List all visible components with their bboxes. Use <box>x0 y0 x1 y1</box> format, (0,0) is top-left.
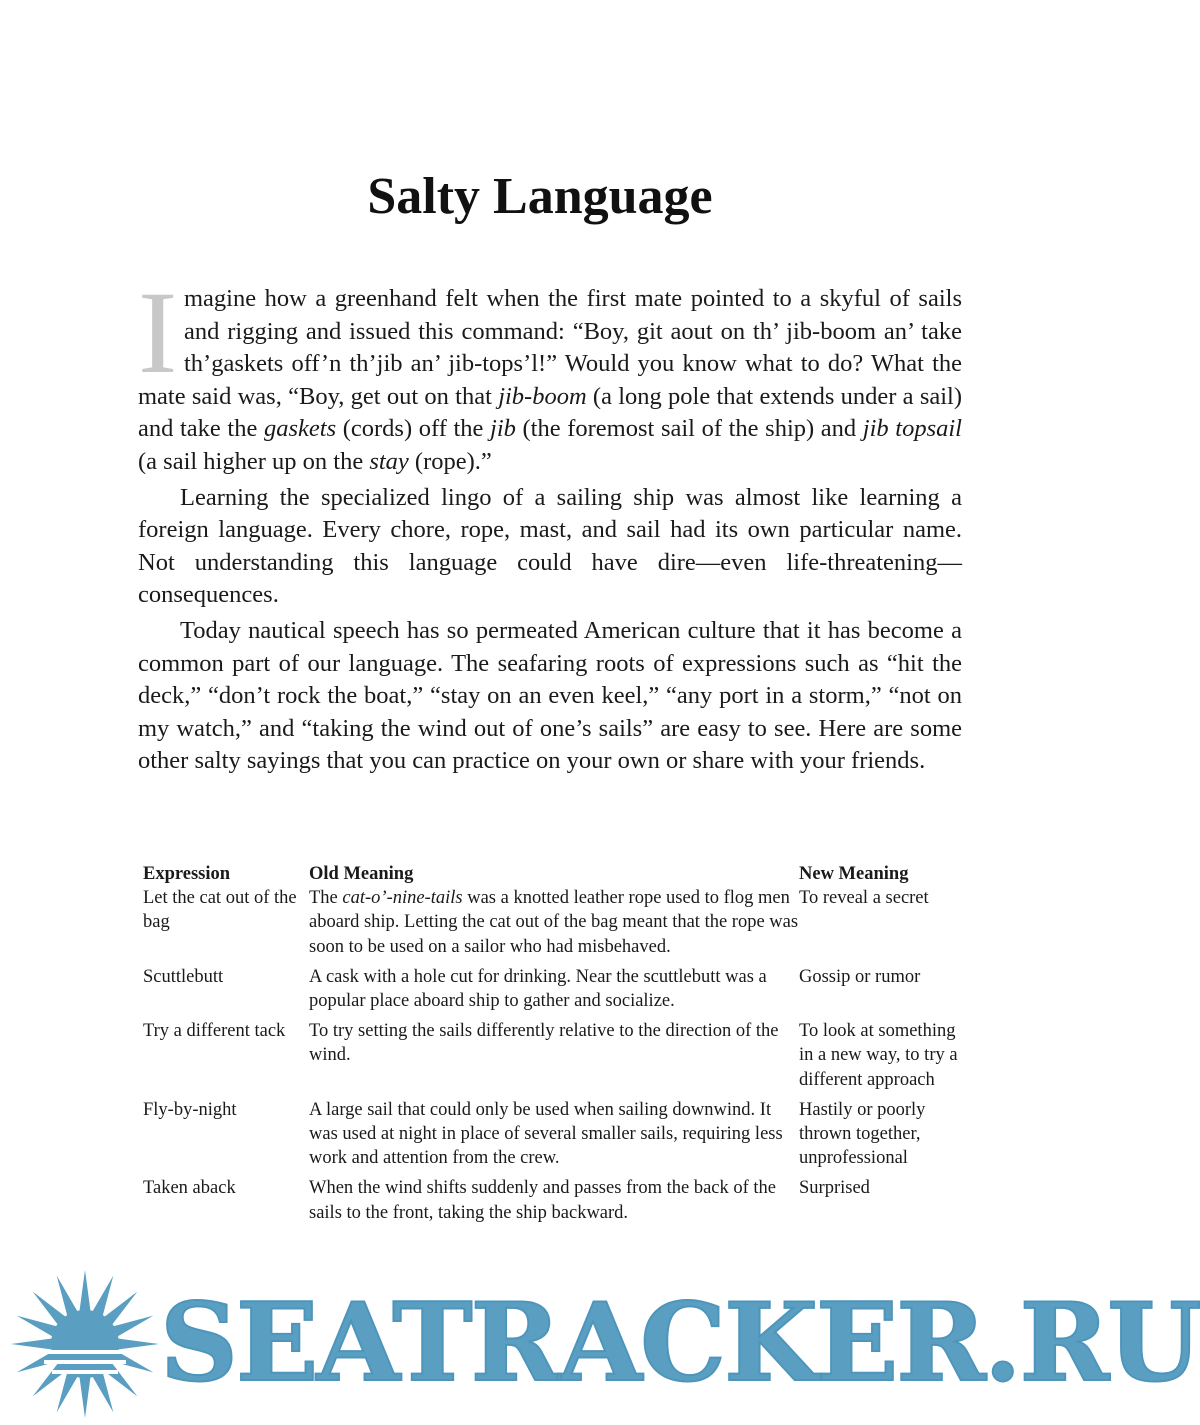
table-header-row <box>143 862 973 886</box>
old-meaning-cell: A cask with a hole cut for drinking. Near the scuttlebutt was a popular place aboard ship to gather and socialize. <box>309 966 767 1012</box>
sayings-table <box>143 862 973 1231</box>
table-row <box>143 886 973 965</box>
table-row <box>143 1019 973 1098</box>
term-jib-boom: jib-boom <box>498 382 587 410</box>
expression-cell: Fly-by-night <box>143 1099 237 1120</box>
old-meaning-cell: When the wind shifts suddenly and passes from the back of the sails to the front, taking the ship backward. <box>309 1178 777 1223</box>
sayings-table-block <box>143 862 973 1231</box>
old-meaning-cell: A large sail that could only be used when sailing downwind. It was used at night in place of several smaller sails, requiring less work and attention from the crew. <box>309 1099 783 1169</box>
expression-cell: Try a different tack <box>143 1021 286 1042</box>
paragraph-1-text: (a sail higher up on the <box>138 447 370 475</box>
new-meaning-cell: Hastily or poorly thrown together, unprofessional <box>799 1099 926 1169</box>
header-old-meaning: Old Meaning <box>309 864 414 884</box>
paragraph-1-text: (rope).” <box>408 447 492 475</box>
expression-cell: Let the cat out of the bag <box>143 888 297 933</box>
old-meaning-text: The <box>309 888 343 909</box>
old-meaning-text: was a knotted leather rope used to flog men aboard ship. Letting the cat out of the bag meant that the rope was soon to be used on a sailor who had misbehaved. <box>309 888 799 957</box>
term-jib-topsail: jib topsail <box>862 415 962 443</box>
new-meaning-cell: To reveal a secret <box>799 888 929 909</box>
term-gaskets: gaskets <box>263 415 337 443</box>
page-title: Salty Language <box>367 168 713 225</box>
paragraph-3: Today nautical speech has so permeated American culture that it has become a common part of our language. The seafaring roots of expressions such as “hit the deck,” “don’t rock the boat,” “stay on an even keel,” “any port in a storm,” “not on my watch,” and “taking the wind out of one’s sails” are easy to see. Here are some other salty sayings that you can practice on your own or share with your friends. <box>138 616 962 775</box>
paragraph-1-text: (a long pole that extends under a sail) and take the <box>138 382 962 443</box>
term-cat-o-nine-tails: cat-o’-nine-tails <box>342 888 463 909</box>
term-jib: jib <box>490 415 516 443</box>
watermark-text: SEATRACKER.RU <box>160 1280 1200 1406</box>
expression-cell: Taken aback <box>143 1178 236 1199</box>
paragraph-1-text: (the foremost sail of the ship) and <box>515 415 863 443</box>
drop-cap: I <box>138 267 178 398</box>
paragraph-2: Learning the specialized lingo of a sailing ship was almost like learning a foreign language. Every chore, rope, mast, and sail had its own particular name. Not understanding this language could have dire—even life-threatening—consequences. <box>138 483 962 609</box>
header-new-meaning: New Meaning <box>799 864 909 884</box>
sun-logo-icon <box>0 1262 170 1425</box>
new-meaning-cell: Gossip or rumor <box>799 966 921 987</box>
paragraph-1-text: magine how a greenhand felt when the first mate pointed to a skyful of sails and rigging and issued this command: “Boy, git aout on th’ jib-boom an’ take th’gaskets off’n th’jib an’ jib-tops’l!” Would you know what to do? What the mate said was, “Boy, get out on that <box>138 285 962 410</box>
new-meaning-cell: To look at something in a new way, to try a different approach <box>799 1021 958 1090</box>
table-row <box>143 965 973 1019</box>
new-meaning-cell: Surprised <box>799 1178 870 1199</box>
old-meaning-cell <box>309 886 799 965</box>
old-meaning-cell: To try setting the sails differently relative to the direction of the wind. <box>309 1021 779 1066</box>
header-expression: Expression <box>143 864 231 884</box>
paragraph-1-text: (cords) off the <box>336 415 491 443</box>
table-row <box>143 1176 973 1230</box>
paragraph-1 <box>138 267 962 479</box>
expression-cell: Scuttlebutt <box>143 966 224 987</box>
table-row <box>143 1098 973 1177</box>
body-text <box>138 267 962 781</box>
term-stay: stay <box>369 447 409 475</box>
